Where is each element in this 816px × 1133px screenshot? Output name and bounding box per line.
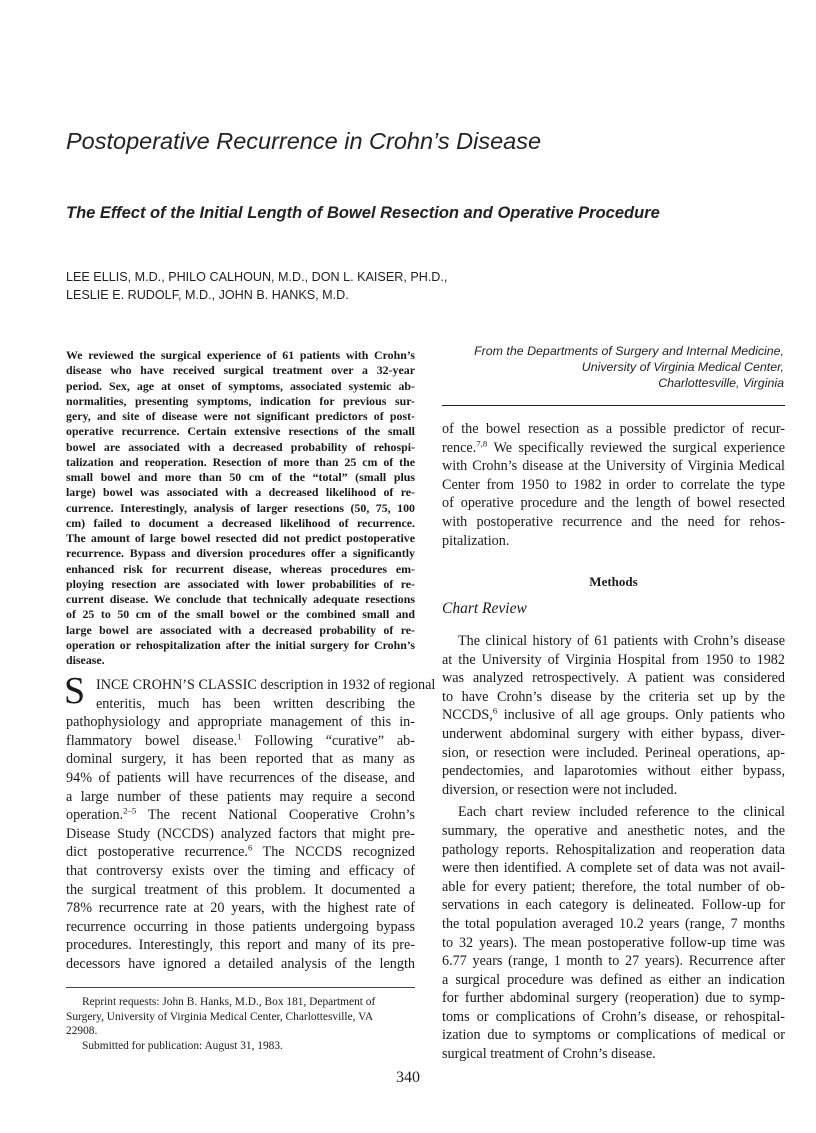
line-fragment: NCCDS,: [442, 707, 493, 724]
abstract-line: ploying resection are associated with lower probabilities of re-: [66, 576, 415, 591]
abstract-line: operation or rehospitalization after the initial surgery for Crohn’s: [66, 637, 415, 652]
abstract-line: of 25 to 50 cm of the small bowel or the combined small and: [66, 607, 415, 622]
body-line: toms or complications of Crohn’s disease, or rehospital-: [442, 1008, 785, 1025]
body-line: pitalization.: [442, 532, 510, 549]
abstract-line: enhanced risk for recurrent disease, whereas procedures em-: [66, 561, 415, 576]
line-fragment: The NCCDS recognized: [252, 844, 415, 861]
abstract-line: The amount of large bowel resected did not predict postoperative: [66, 531, 415, 545]
author-line: LEE ELLIS, M.D., PHILO CALHOUN, M.D., DON L. KAISER, PH.D.,: [66, 270, 448, 284]
abstract-line: gery, and site of disease were not significant predictors of post-: [66, 409, 415, 423]
footnote-divider: [66, 987, 415, 988]
abstract-line: small bowel and more than 50 cm of the “total” (small plus: [66, 470, 415, 484]
abstract-line: period. Sex, age at onset of symptoms, associated systemic ab-: [66, 378, 415, 393]
body-line: [66, 843, 415, 862]
body-line: the surgical treatment of this problem. It documented a: [66, 881, 415, 898]
body-line: diversion, or resection were not included.: [442, 781, 678, 798]
abstract-line: large) bowel was associated with a decreased likelihood of re-: [66, 485, 415, 500]
body-line: that controversy exists over the timing and efficacy of: [66, 862, 415, 879]
abstract-line: current disease. We conclude that technically adequate resections: [66, 592, 415, 606]
article-title: Postoperative Recurrence in Crohn’s Disease: [66, 128, 542, 154]
introduction-text: [66, 676, 436, 974]
body-line: for further abdominal surgery (reoperation) due to symp-: [442, 990, 785, 1007]
body-line: enteritis, much has been written describing the: [96, 695, 415, 712]
footnote-submitted: Submitted for publication: August 31, 1983.: [82, 1039, 283, 1052]
body-line: summary, the operative and anesthetic notes, and the: [442, 822, 785, 839]
body-line: procedures. Interestingly, this report and many of its pre-: [66, 937, 415, 954]
line-fragment: description in 1932 of regional: [256, 677, 436, 693]
body-line: recurrence occurring in those patients undergoing bypass: [66, 918, 415, 935]
abstract-line: bowel are associated with a decreased probability of rehospi-: [66, 439, 415, 454]
body-line: [66, 732, 415, 751]
body-line: Each chart review included reference to the clinical: [458, 804, 785, 821]
line-fragment: dict postoperative recurrence.: [66, 844, 248, 861]
lead-in: INCE CROHN’S CLASSIC: [96, 677, 257, 693]
body-line: 78% recurrence rate at 20 years, with the highest rate of: [66, 900, 415, 917]
body-line: of the bowel resection as a possible predictor of recur-: [442, 421, 785, 437]
affiliation-line: Charlottesville, Virginia: [658, 375, 784, 390]
body-line: sion, or resection were included. Perineal operations, ap-: [442, 744, 785, 761]
body-line: Center from 1950 to 1982 in order to correlate the type: [442, 476, 785, 493]
body-line: servations in each category is delineated. Follow-up for: [442, 897, 785, 914]
line-fragment: The recent National Cooperative Crohn’s: [136, 807, 415, 824]
footnote-line: Surgery, University of Virginia Medical Center, Charlottesville, VA: [66, 1010, 374, 1023]
section-heading-methods: Methods: [589, 574, 638, 589]
body-line: were then identified. A complete set of data was not avail-: [442, 860, 785, 877]
body-line: 6.77 years (range, 1 month to 27 years). Recurrence after: [442, 953, 785, 970]
body-line: the total population averaged 10.2 years (range, 7 months: [442, 915, 785, 932]
body-line: of operative procedure and the length of bowel resected: [442, 495, 785, 512]
body-line: [442, 439, 785, 458]
body-line: 94% of patients will have recurrences of the disease, and: [66, 769, 415, 786]
citation: 2–5: [123, 805, 137, 816]
abstract-line: recurrence. Bypass and diversion procedures offer a significantly: [66, 546, 415, 561]
body-line: [66, 806, 415, 825]
abstract-line: We reviewed the surgical experience of 61 patients with Crohn’s: [66, 348, 415, 362]
affiliation-divider: [442, 405, 785, 406]
citation: 7,8: [476, 437, 488, 448]
body-line: a surgical procedure was defined as either an indication: [442, 971, 785, 988]
footnote: [66, 995, 415, 1053]
body-line: was analyzed retrospectively. A patient was considered: [442, 670, 785, 687]
body-line: at the University of Virginia Hospital from 1950 to 1982: [442, 651, 785, 668]
affiliation-line: From the Departments of Surgery and Internal Medicine,: [474, 344, 784, 358]
abstract-line: disease who have received surgical treatment over a 32-year: [66, 363, 415, 378]
body-line: [442, 706, 785, 725]
line-fragment: inclusive of all age groups. Only patients who: [497, 707, 785, 724]
body-line: a large number of these patients may require a second: [66, 788, 415, 805]
abstract-line: cm) failed to document a decreased likelihood of recurrence.: [66, 515, 415, 530]
citation: 6: [247, 842, 253, 853]
page-number: 340: [396, 1069, 420, 1086]
body-line: Disease Study (NCCDS) analyzed factors that might pre-: [66, 825, 415, 842]
body-line: with postoperative recurrence and the need for rehos-: [442, 513, 785, 530]
abstract-line: talization and reoperation. Resection of more than 25 cm of the: [66, 454, 415, 469]
body-line: pathology reports. Rehospitalization and reoperation data: [442, 841, 785, 858]
citation: 6: [492, 705, 498, 716]
body-line: surgical treatment of Crohn’s disease.: [442, 1046, 656, 1063]
author-line: LESLIE E. RUDOLF, M.D., JOHN B. HANKS, M.D.: [66, 288, 349, 302]
body-line: with Crohn’s disease at the University of Virginia Medical: [442, 458, 785, 475]
drop-cap: S: [64, 670, 86, 712]
methods-text: [442, 632, 785, 1064]
line-fragment: Following “curative” ab-: [241, 732, 416, 749]
abstract-line: currence. Interestingly, analysis of larger resections (50, 75, 100: [66, 500, 415, 515]
affiliation: [440, 344, 784, 391]
body-line: ization due to symptoms or complications of medical or: [442, 1027, 785, 1044]
body-line: to 32 years). The mean postoperative follow-up time was: [442, 934, 785, 951]
line-fragment: flammatory bowel disease.: [66, 732, 238, 749]
subsection-heading-chart-review: Chart Review: [442, 600, 527, 617]
body-line: to have Crohn’s disease by the criteria set up by the: [442, 688, 785, 705]
body-line: able for every patient; therefore, the total number of ob-: [442, 878, 785, 895]
introduction-continuation: [442, 420, 785, 550]
footnote-line: 22908.: [66, 1025, 98, 1038]
line-fragment: rence.: [442, 439, 477, 456]
abstract-line: large bowel are associated with a decreased probability of re-: [66, 622, 415, 637]
citation: 1: [237, 731, 242, 742]
body-line: dominal surgery, it has been reported that as many as: [66, 751, 415, 768]
body-line: [66, 676, 436, 695]
abstract-line: operative recurrence. Certain extensive resections of the small: [66, 424, 415, 439]
body-line: decessors have ignored a detailed analysis of the length: [66, 955, 415, 972]
body-line: The clinical history of 61 patients with Crohn’s disease: [458, 633, 785, 649]
body-line: underwent abdominal surgery with either bypass, diver-: [442, 725, 785, 742]
line-fragment: operation.: [66, 807, 124, 824]
abstract: [66, 348, 415, 668]
abstract-line: disease.: [66, 653, 105, 667]
footnote-line: Reprint requests: John B. Hanks, M.D., Box 181, Department of: [82, 996, 376, 1008]
body-line: pendectomies, and laparotomies without either bypass,: [442, 763, 785, 780]
article-subtitle: The Effect of the Initial Length of Bowel Resection and Operative Procedure: [66, 204, 660, 222]
abstract-line: normalities, presenting symptoms, indication for previous sur-: [66, 393, 415, 408]
line-fragment: We specifically reviewed the surgical experience: [487, 439, 785, 456]
affiliation-line: University of Virginia Medical Center,: [581, 359, 784, 374]
author-list: [66, 268, 766, 304]
body-line: pathophysiology and appropriate management of this in-: [66, 714, 415, 731]
